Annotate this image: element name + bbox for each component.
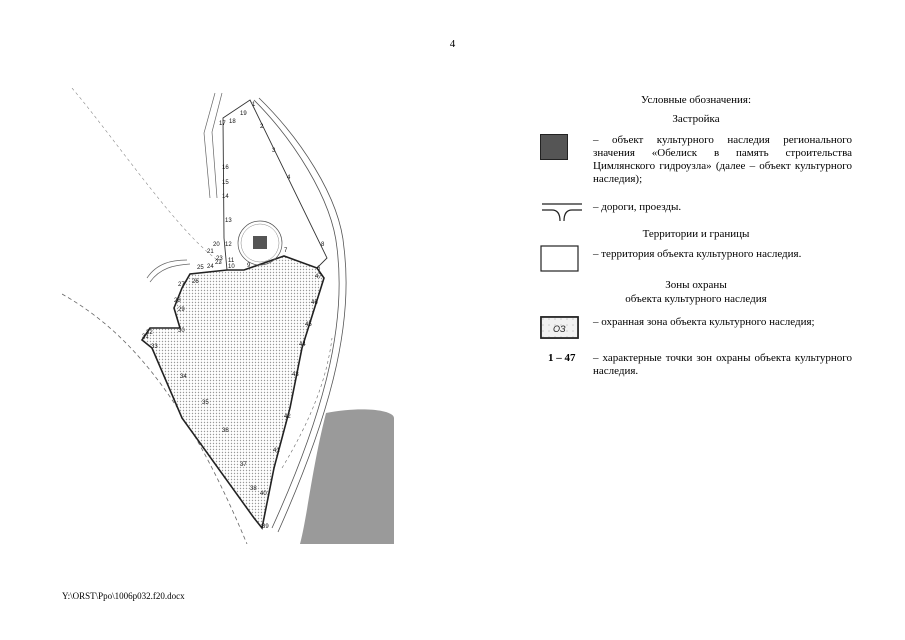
point-34: 34 [180, 374, 187, 380]
legend-section-zones-line2: объекта культурного наследия [625, 293, 767, 305]
legend-territory-text: – территория объекта культурного наследия. [593, 248, 802, 260]
point-7: 7 [284, 248, 288, 254]
gray-area [300, 409, 394, 544]
point-9: 9 [247, 263, 251, 269]
territory-upper [223, 100, 327, 270]
dashed-boundary-top [72, 88, 222, 263]
point-40: 40 [260, 491, 267, 497]
point-3: 3 [272, 148, 276, 154]
point-21: 21 [207, 249, 214, 255]
road-north [204, 93, 222, 198]
point-35: 35 [202, 400, 209, 406]
point-8: 8 [321, 242, 325, 248]
point-23: 23 [216, 256, 223, 262]
footer-file-path: Y:\ORST\Ppo\1006p032.f20.docx [62, 591, 185, 601]
legend-protection-zone-text: – охранная зона объекта культурного наследия; [593, 316, 815, 328]
point-46: 46 [311, 300, 318, 306]
point-10: 10 [228, 264, 235, 270]
point-28: 28 [174, 298, 181, 304]
point-2: 2 [260, 124, 264, 130]
zone-label: ОЗ [553, 324, 566, 334]
road-icon [540, 201, 584, 223]
point-29: 29 [178, 307, 185, 313]
legend-section-territories: Территории и границы [642, 228, 750, 240]
point-36: 36 [222, 428, 229, 434]
point-4: 4 [287, 175, 291, 181]
point-19: 19 [240, 111, 247, 117]
point-14: 14 [222, 194, 229, 200]
point-37: 37 [240, 462, 247, 468]
point-1: 1 [252, 102, 256, 108]
legend-heritage-text: – объект культурного наследия регионального значения «Обелиск в память строительства Цимлянского гидроузла» (далее – объект культурного наследия); [593, 134, 852, 185]
protection-zone-icon [540, 316, 580, 340]
page-number: 4 [449, 38, 456, 50]
point-39: 39 [262, 524, 269, 530]
point-33: 33 [151, 344, 158, 350]
point-45: 45 [305, 322, 312, 328]
legend-title: Условные обозначения: [640, 94, 752, 106]
point-32: 32 [146, 330, 153, 336]
point-30: 30 [178, 328, 185, 334]
map-drawing [62, 88, 394, 544]
legend-roads-text: – дороги, проезды. [593, 201, 682, 213]
site-map [62, 88, 394, 544]
point-25: 25 [197, 265, 204, 271]
point-6: 6 [317, 266, 321, 272]
point-41: 41 [273, 448, 280, 454]
point-38: 38 [250, 486, 257, 492]
point-15: 15 [222, 180, 229, 186]
point-42: 42 [284, 414, 291, 420]
heritage-object-marker [253, 236, 267, 249]
legend-points-text: – характерные точки зон охраны объекта культурного наследия. [593, 352, 852, 377]
territory-icon [540, 245, 580, 273]
point-47: 47 [315, 274, 322, 280]
point-24: 24 [207, 264, 214, 270]
legend-points-range: 1 – 47 [548, 352, 576, 364]
point-27: 27 [178, 282, 185, 288]
point-12: 12 [225, 242, 232, 248]
point-16: 16 [222, 165, 229, 171]
point-26: 26 [192, 279, 199, 285]
heritage-object-icon [540, 134, 568, 160]
point-13: 13 [225, 218, 232, 224]
point-11: 11 [228, 258, 235, 264]
point-17: 17 [219, 121, 226, 127]
legend-section-building: Застройка [672, 113, 720, 125]
point-22: 22 [215, 260, 222, 266]
point-20: 20 [213, 242, 220, 248]
point-31: 31 [142, 334, 149, 340]
point-44: 44 [299, 342, 306, 348]
legend-section-zones-line1: Зоны охраны [665, 279, 727, 291]
point-18: 18 [229, 119, 236, 125]
road-west [147, 260, 190, 282]
point-43: 43 [292, 372, 299, 378]
